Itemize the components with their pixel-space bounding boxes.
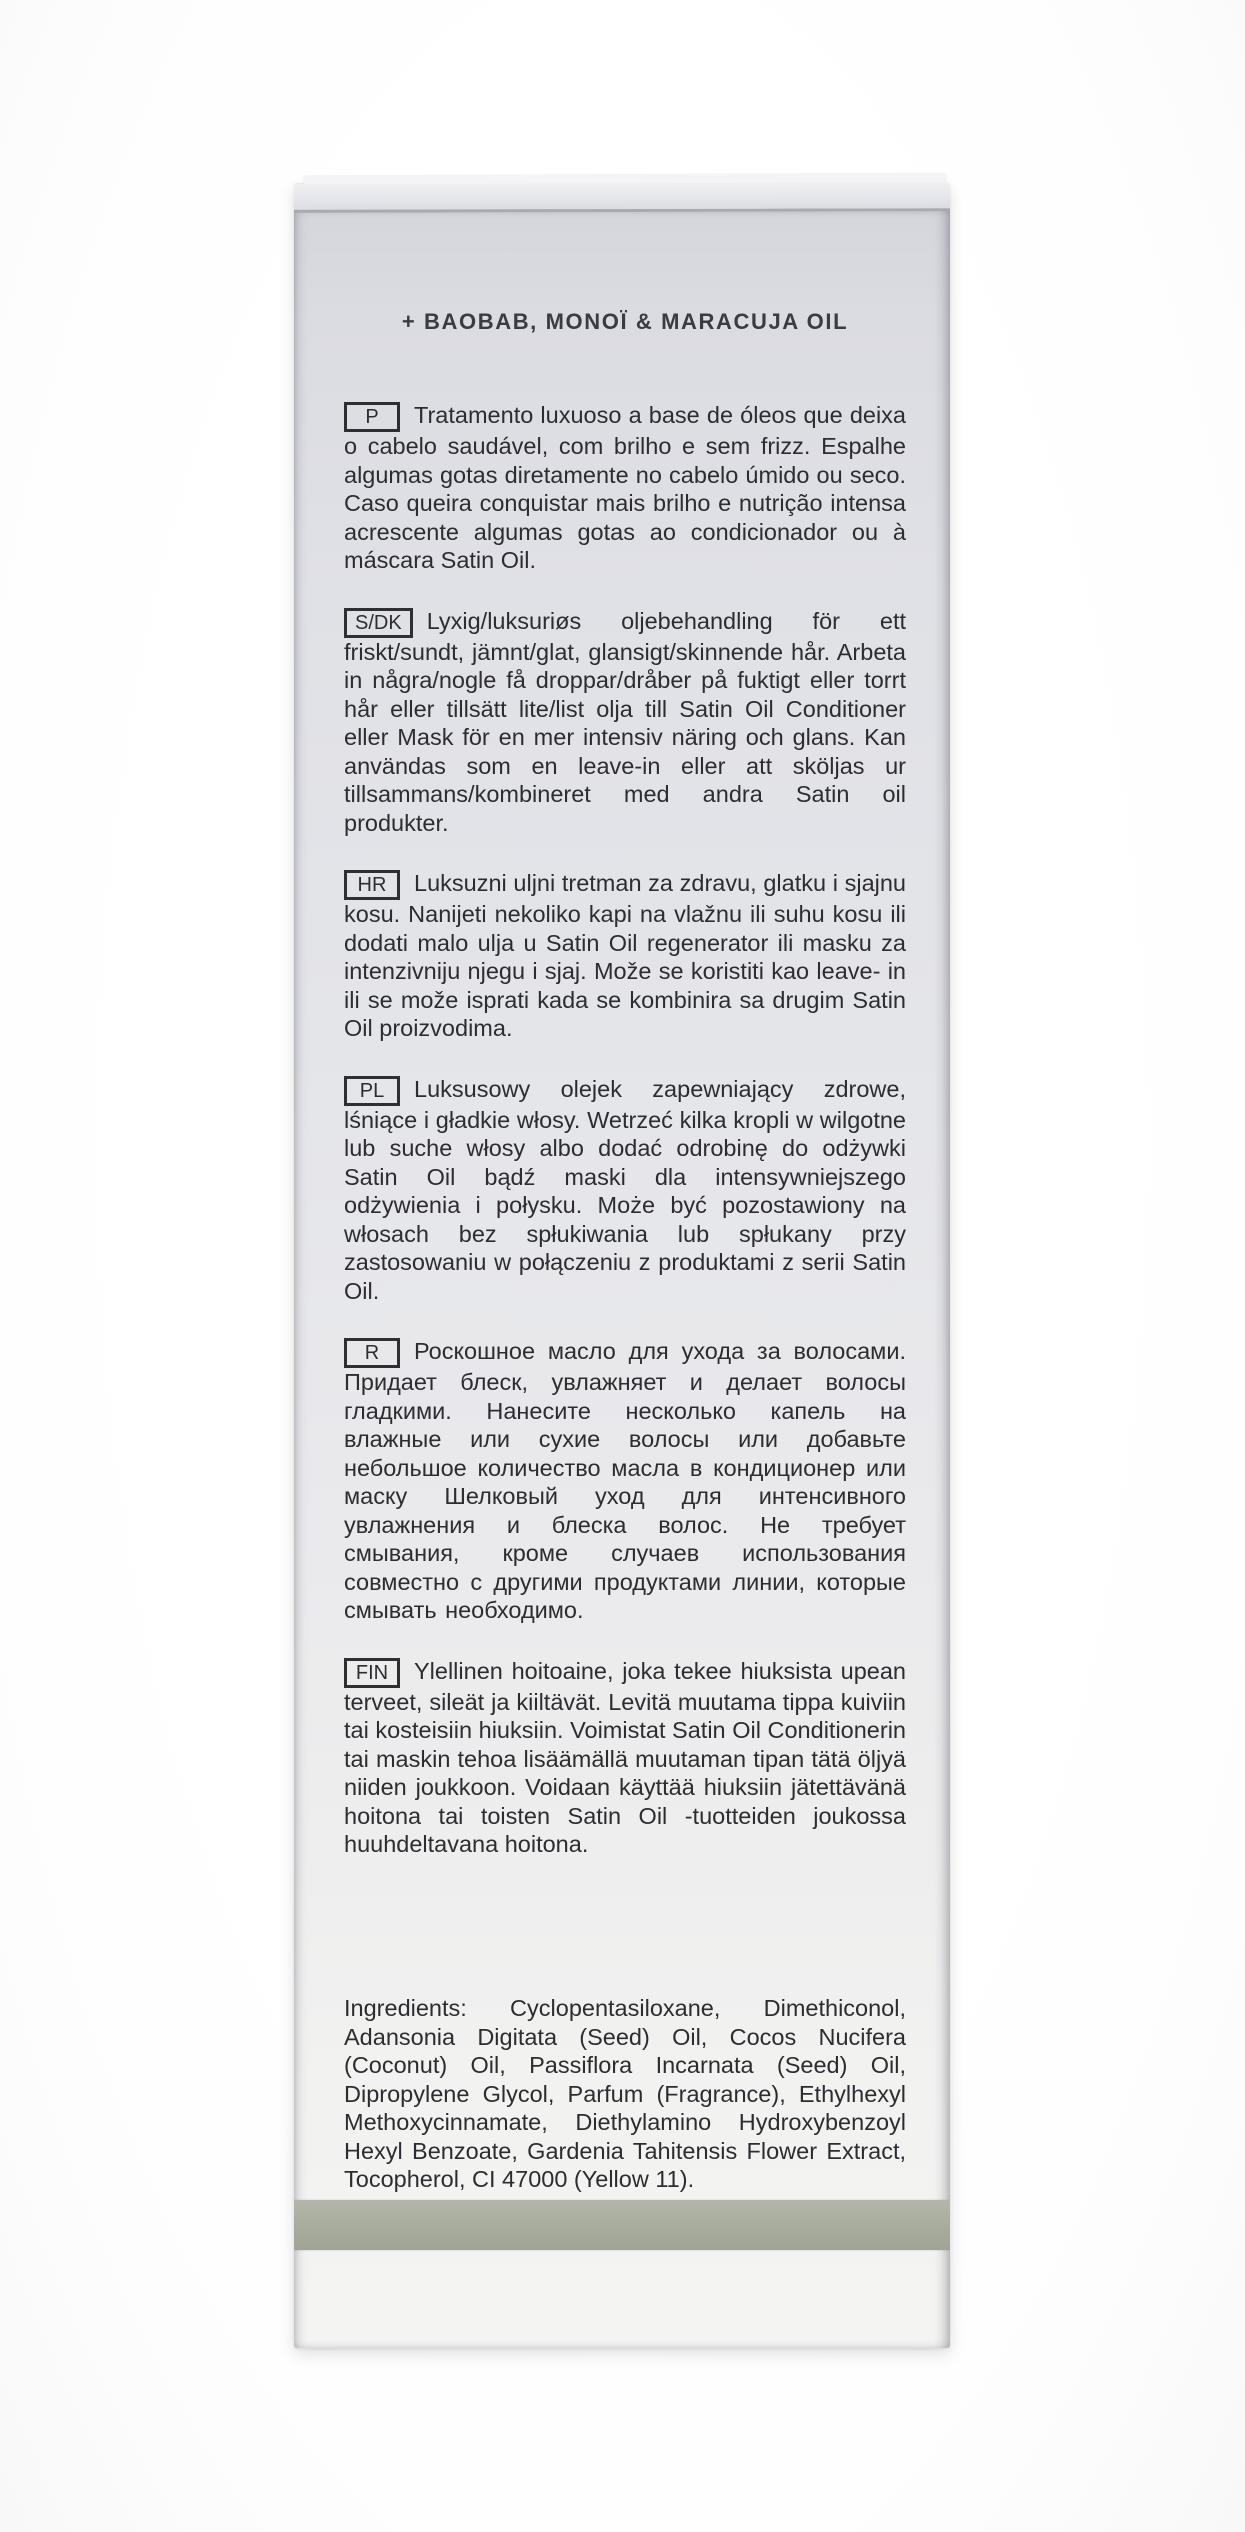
lang-code-badge-russian: R — [344, 1338, 400, 1368]
directions-text-block — [294, 401, 950, 1859]
paragraph-swedish-danish — [344, 607, 906, 838]
lang-code-badge-finnish: FIN — [344, 1658, 400, 1688]
oil-ingredients-headline: + BAOBAB, MONOÏ & MARACUJA OIL — [401, 309, 849, 334]
paragraph-finnish-text: Ylellinen hoitoaine, joka tekee hiuksista upean terveet, sileät ja kiiltävät. Levitä muutama tippa kuiviin tai kosteisiin hiuksiin. Voimistat Satin Oil Conditionerin tai maskin tehoa lisäämällä muutaman tipan tätä öljyä niiden joukkoon. Voidaan käyttää hiuksiin jätettävänä hoitona tai toisten Satin Oil -tuotteiden joukossa huuhdeltavana hoitona. — [344, 1657, 906, 1857]
lang-code-badge-croatian: HR — [344, 870, 400, 900]
lang-code-badge-swedish-danish: S/DK — [344, 608, 413, 638]
paragraph-russian-text: Роскошное масло для ухода за волосами. Придает блеск, увлажняет и делает волосы гладкими. Нанесите несколько капель на влажные или сухие волосы или добавьте небольшое количество масла в кондиционер или маску Шелковый уход для интенсивного увлажнения и блеска волос. Не требует смывания, кроме случаев использования совместно с другими продуктами линии, которые смывать необходимо. — [344, 1338, 906, 1623]
paragraph-portuguese-text: Tratamento luxuoso a base de óleos que deixa o cabelo saudável, com brilho e sem frizz. Espalhe algumas gotas diretamente no cabelo úmido ou seco. Caso queira conquistar mais brilho e nutrição intensa acrescente algumas gotas ao condicionador ou à máscara Satin Oil. — [344, 402, 906, 573]
accent-band — [294, 2200, 950, 2250]
paragraph-swedish-danish-text: Lyxig/luksuriøs oljebehandling för ett friskt/sundt, jämnt/glat, glansigt/skinnende hår. Arbeta in några/nogle få droppar/dråber på fuktigt eller torrt hår eller tillsätt lite/list olja till Satin Oil Conditioner eller Mask för en mer intensiv näring och glans. Kan användas som en leave-in eller att sköljas ur tillsammans/kombineret med andra Satin oil produkter. — [344, 607, 906, 836]
box-lid-edge — [294, 182, 950, 213]
box-back-panel — [294, 209, 950, 2348]
paragraph-croatian-text: Luksuzni uljni tretman za zdravu, glatku i sjajnu kosu. Nanijeti nekoliko kapi na vlažnu ili suhu kosu ili dodati malo ulja u Satin Oil regenerator ili masku za intenzivniju njegu i sjaj. Može se koristiti kao leave- in ili se može isprati kada se kombinira sa drugim Satin Oil proizvodima. — [344, 870, 906, 1041]
lang-code-badge-polish: PL — [344, 1076, 400, 1106]
paragraph-portuguese — [344, 401, 906, 575]
paragraph-russian — [344, 1337, 906, 1625]
paragraph-finnish — [344, 1657, 906, 1859]
paragraph-polish — [344, 1075, 906, 1306]
paragraph-croatian — [344, 869, 906, 1043]
paragraph-polish-text: Luksusowy olejek zapewniający zdrowe, lśniące i gładkie włosy. Wetrzeć kilka kropli w wilgotne lub suche włosy albo dodać odrobinę do odżywki Satin Oil bądź maski dla intensywniejszego odżywienia i połysku. Może być pozostawiony na włosach bez spłukiwania lub spłukany przy zastosowaniu w połączeniu z produktami z serii Satin Oil. — [344, 1075, 906, 1304]
lang-code-badge-portuguese: P — [344, 402, 400, 432]
ingredients-list-text: Ingredients: Cyclopentasiloxane, Dimethiconol, Adansonia Digitata (Seed) Oil, Cocos Nucifera (Coconut) Oil, Passiflora Incarnata (Seed) Oil, Dipropylene Glycol, Parfum (Fragrance), Ethylhexyl Methoxycinnamate, Diethylamino Hydroxybenzoyl Hexyl Benzoate, Gardenia Tahitensis Flower Extract, Tocopherol, CI 47000 (Yellow 11). — [344, 1995, 906, 2192]
product-box-back — [294, 183, 950, 2348]
